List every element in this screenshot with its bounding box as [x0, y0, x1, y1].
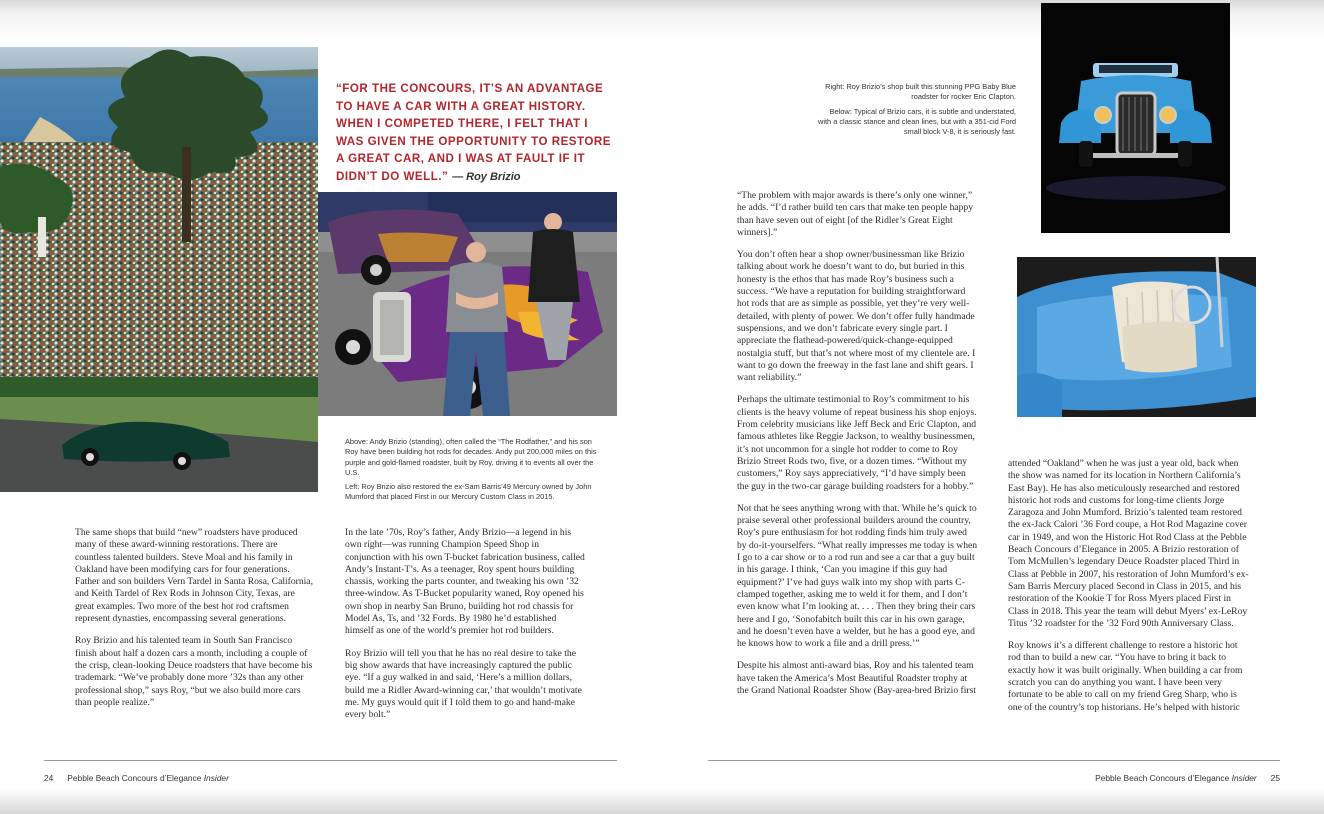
caption-block-left-page: [345, 437, 607, 507]
paragraph: Perhaps the ultimate testimonial to Roy’s commitment to his clients is the heavy volume of repeat business his shop enjoys. From celebrity musicians like Jeff Beck and Eric Clapton, and famous athletes like Reggie Jackson, to wealthy businessmen, it’s not uncommon for a single hot rodder to come to Roy Brizio Street Rods two, five, or a dozen times. “Without my customers,” Roy says appreciatively, “I’d have simply been the guy in the two-car garage building roadsters for a hobby.”: [737, 394, 977, 492]
caption-block-right-page: [818, 82, 1016, 141]
publication-title-left: Pebble Beach Concours d’Elegance: [67, 773, 202, 783]
paragraph: The same shops that build “new” roadsters have produced many of these award-winning restorations. There are countless talented builders. Steve Moal and his family in Oakland have been modifying cars for four generations. Father and son builders Vern Tardel in Santa Rosa, California, and Keith Tardel of Rex Rods in Johnson City, Texas, are great examples. Two more of the best hot rod craftsmen represent dynasties, encompassing several generations.: [75, 527, 313, 625]
paragraph: Roy Brizio and his talented team in South San Francisco finish about half a dozen cars a month, including a couple of the crisp, clean-looking Deuce roadsters that have become his trademark. “We’ve probably done more ’32s than any other professional shop,” says Roy, “but we also build more cars than people realize.”: [75, 635, 313, 708]
body-column-3: [737, 190, 978, 707]
paragraph: attended “Oakland” when he was just a year old, back when the show was named for its location in Northern California’s East Bay). He has also meticulously researched and restored historic hot rods and customs for long-time clients Jorge Zaragoza and John Mumford. Brizio’s talented team restored the ex-Jack Calori ’36 Ford coupe, a Hot Rod Magazine cover car in 1949, and won the Historic Hot Rod Class at the Pebble Beach Concours d’Elegance in 2005. A Brizio restoration of Tom McMullen’s legendary Deuce Roadster placed Third in Class at Pebble in 2007, his restoration of John Mumford’s ex-Sam Barris Mercury placed Second in Class in 2015, and his restoration of the Kookie T for Ross Myers placed First in Class in 2018. This year the team will debut Myers’ ex-LeRoy Titus ’32 roadster for the ’32 Ford 90th Anniversary Class.: [1008, 458, 1249, 629]
body-column-1: [75, 527, 315, 719]
caption-right: Right: Roy Brizio’s shop built this stunning PPG Baby Blue roadster for rocker Eric Clapton.: [825, 82, 1016, 102]
photo-blue-roadster-interior: [1017, 257, 1256, 417]
paragraph: Not that he sees anything wrong with that. While he’s quick to praise several other professional builders around the country, Roy’s pure enthusiasm for hot rodding finds him truly awed by do-it-yourselfers. “What really impresses me today is when I go to a car show or to a rod run and see a car that a guy built in his garage. I think, ‘Can you imagine if this guy had equipment?’ I’ve had guys walk into my shop with parts C-clamped together, asking me to weld it for them, and I don’t even know what I’m looking at. . . . Then they bring their cars here and I go, ‘Sonofabitch built this car in his own garage, and he doesn’t even have a welder, but he has a good eye, and he knows how to work a file and a drill press.’”: [737, 502, 978, 650]
body-column-4: [1008, 458, 1252, 724]
publication-title-left-italic: Insider: [203, 773, 229, 783]
paragraph: Roy Brizio will tell you that he has no real desire to take the big show awards that have increasingly captured the public eye. “If a guy walked in and said, ‘Here’s a million dollars, build me a Ridler Award-winning car,’ that wouldn’t motivate me. My guys would quit if I told them to go and hand-make every bolt.”: [345, 647, 582, 721]
photo-brizio-flamed-roadster: [318, 192, 617, 416]
paragraph: Despite his almost anti-award bias, Roy and his talented team have taken the America’s Most Beautiful Roadster trophy at the Grand National Roadster Show (Bay-area-bred Brizio first: [737, 660, 976, 696]
caption-above: Above: Andy Brizio (standing), often called the “The Rodfather,” and his son Roy have been building hot rods for decades. Andy put 200,000 miles on this purple and gold-flamed roadster, built by Roy, driving it to events all over the U.S.: [345, 437, 597, 477]
publication-title-right: Pebble Beach Concours d’Elegance: [1095, 773, 1230, 783]
footer-right: [1095, 773, 1280, 783]
photo-blue-roadster-front: [1041, 3, 1230, 233]
pull-quote-attribution: — Roy Brizio: [452, 170, 521, 183]
publication-title-right-italic: Insider: [1231, 773, 1257, 783]
paragraph: You don’t often hear a shop owner/businessman like Brizio talking about work he doesn’t want to do, but buried in this honesty is the ethos that has made Roy’s business such a success. “We have a reputation for building straightforward hot rods that are as simple as possible, yet they’re very well-detailed, with plenty of power. We don’t offer fully handmade suspensions, and we don’t fabricate every single part. I appreciate the flathead-powered/quick-change-equipped nostalgia stuff, but that’s not where most of my clientele are. I want to go down the freeway in the fast lane and shift gears. I want reliability.”: [737, 249, 976, 384]
paragraph: “The problem with major awards is there’s only one winner,” he adds. “I’d rather build ten cars that make ten people happy than have seven out of eight [of the Ridler’s Great Eight winners].”: [737, 190, 974, 238]
caption-below: Below: Typical of Brizio cars, it is subtle and understated, with a classic stance and clean lines, but with a 351-cid Ford small block V-8, it is seriously fast.: [818, 106, 1017, 137]
pull-quote-text: “FOR THE CONCOURS, IT’S AN ADVANTAGE TO HAVE A CAR WITH A GREAT HISTORY. WHEN I COMPETED THERE, I FELT THAT I WAS GIVEN THE OPPORTUNITY TO RESTORE A GREAT CAR, AND I WAS AT FAULT IF IT DIDN’T DO WELL.”: [336, 82, 612, 183]
footer-rule-left: [44, 760, 617, 761]
page-number-right: 25: [1270, 773, 1280, 783]
page-number-left: 24: [44, 773, 54, 783]
footer-left: [44, 773, 229, 783]
paragraph: In the late ’70s, Roy’s father, Andy Brizio—a legend in his own right—was running Champion Speed Shop in conjunction with his own T-bucket fabrication business, called Andy’s Instant-T’s. As a teenager, Roy spent hours building chassis, working the parts counter, and tweaking his own ’32 three-window. As T-Bucket popularity waned, Roy opened his own shop in nearby San Bruno, building hot rod chassis for Model As, Ts, and ’32 Fords. By 1980 he’d established himself as one of the world’s premier hot rod builders.: [345, 527, 585, 637]
body-column-2: [345, 527, 585, 731]
pull-quote: [336, 80, 618, 187]
footer-rule-right: [708, 760, 1280, 761]
photo-pebble-beach-crowd: [0, 47, 318, 492]
paragraph: Roy knows it’s a different challenge to restore a historic hot rod than to build a new car. “You have to bring it back to exactly how it was built originally. When building a car from scratch you can do anything you want. I have been very fortunate to be able to call on my friend Greg Sharp, who is one of the country’s top historians. He’s helped with historic: [1008, 640, 1243, 713]
caption-left: Left: Roy Brizio also restored the ex-Sam Barris’49 Mercury owned by John Mumford that placed First in our Mercury Custom Class in 2015.: [345, 482, 592, 502]
